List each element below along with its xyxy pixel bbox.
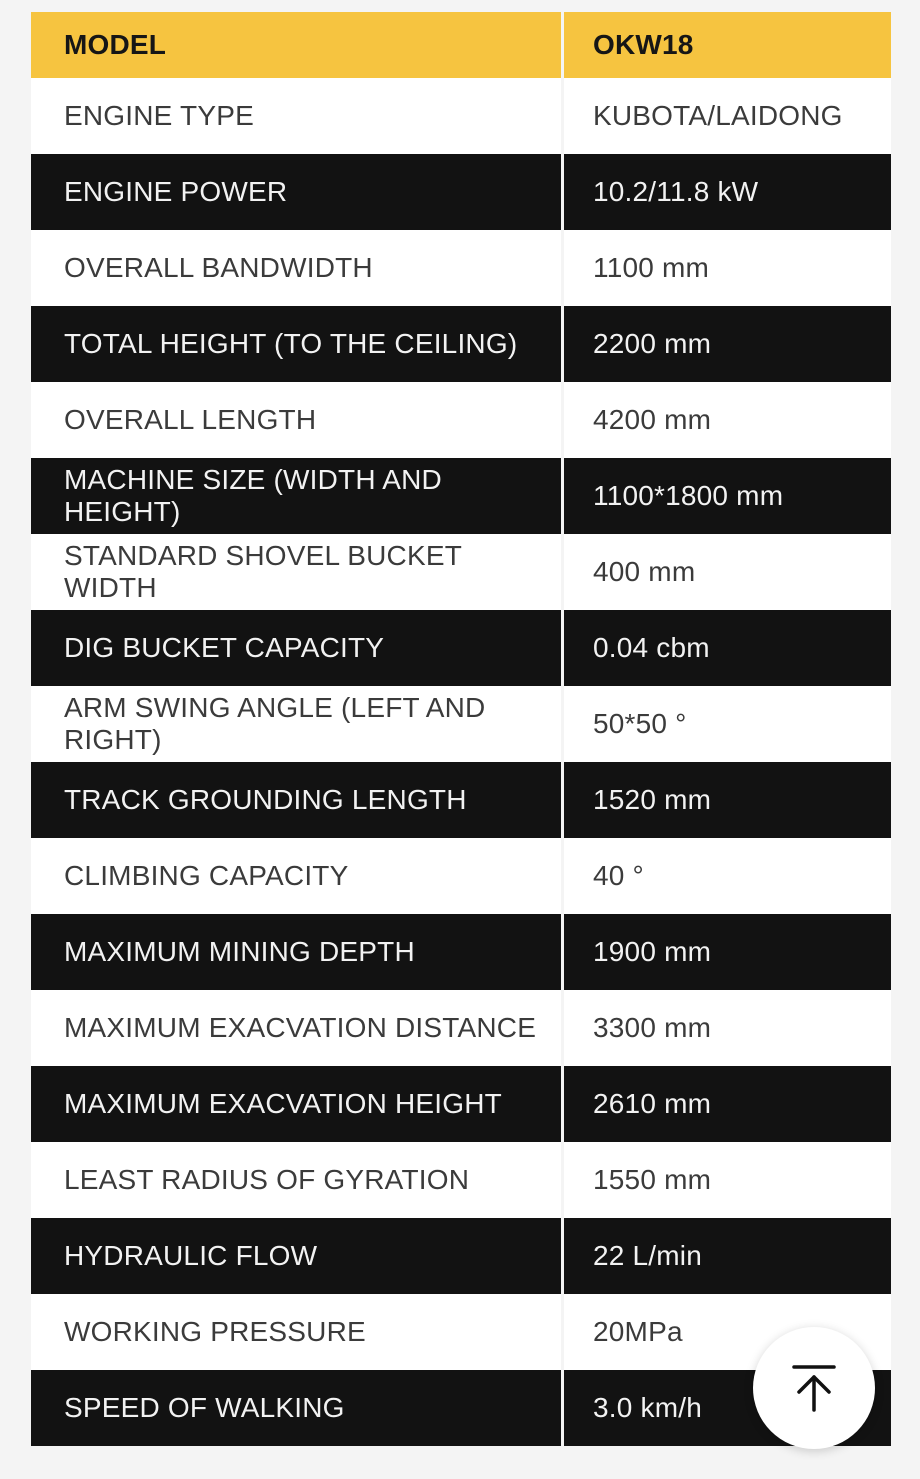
table-row bbox=[31, 1142, 891, 1218]
header-value-cell: OKW18 bbox=[564, 12, 891, 78]
table-row bbox=[31, 306, 891, 382]
row-label: DIG BUCKET CAPACITY bbox=[31, 610, 561, 686]
row-value: 2200 mm bbox=[564, 306, 891, 382]
row-value: 3.0 km/h bbox=[564, 1370, 891, 1446]
table-row bbox=[31, 914, 891, 990]
row-value: 1100*1800 mm bbox=[564, 458, 891, 534]
row-label: MAXIMUM EXACVATION DISTANCE bbox=[31, 990, 561, 1066]
table-row bbox=[31, 230, 891, 306]
table-row bbox=[31, 1066, 891, 1142]
row-label: CLIMBING CAPACITY bbox=[31, 838, 561, 914]
row-label: TOTAL HEIGHT (TO THE CEILING) bbox=[31, 306, 561, 382]
table-row bbox=[31, 990, 891, 1066]
table-row bbox=[31, 610, 891, 686]
table-row bbox=[31, 78, 891, 154]
table-row bbox=[31, 154, 891, 230]
table-header-row bbox=[31, 12, 891, 78]
row-label: STANDARD SHOVEL BUCKET WIDTH bbox=[31, 534, 561, 610]
row-label: MAXIMUM MINING DEPTH bbox=[31, 914, 561, 990]
back-to-top-button[interactable] bbox=[753, 1327, 875, 1449]
row-value: 1900 mm bbox=[564, 914, 891, 990]
row-label: TRACK GROUNDING LENGTH bbox=[31, 762, 561, 838]
row-label: MACHINE SIZE (WIDTH AND HEIGHT) bbox=[31, 458, 561, 534]
row-label: HYDRAULIC FLOW bbox=[31, 1218, 561, 1294]
row-label: ENGINE POWER bbox=[31, 154, 561, 230]
row-label: OVERALL BANDWIDTH bbox=[31, 230, 561, 306]
row-value: 40 ° bbox=[564, 838, 891, 914]
row-value: KUBOTA/LAIDONG bbox=[564, 78, 891, 154]
row-label: LEAST RADIUS OF GYRATION bbox=[31, 1142, 561, 1218]
table-row bbox=[31, 838, 891, 914]
row-value: 10.2/11.8 kW bbox=[564, 154, 891, 230]
row-value: 1550 mm bbox=[564, 1142, 891, 1218]
row-label: WORKING PRESSURE bbox=[31, 1294, 561, 1370]
row-label: ENGINE TYPE bbox=[31, 78, 561, 154]
row-label: SPEED OF WALKING bbox=[31, 1370, 561, 1446]
table-row bbox=[31, 686, 891, 762]
row-value: 1100 mm bbox=[564, 230, 891, 306]
row-value: 1520 mm bbox=[564, 762, 891, 838]
row-value: 0.04 cbm bbox=[564, 610, 891, 686]
arrow-up-to-top-icon bbox=[792, 1364, 836, 1412]
row-value: 50*50 ° bbox=[564, 686, 891, 762]
row-value: 3300 mm bbox=[564, 990, 891, 1066]
row-label: ARM SWING ANGLE (LEFT AND RIGHT) bbox=[31, 686, 561, 762]
row-label: OVERALL LENGTH bbox=[31, 382, 561, 458]
row-value: 2610 mm bbox=[564, 1066, 891, 1142]
row-label: MAXIMUM EXACVATION HEIGHT bbox=[31, 1066, 561, 1142]
spec-table bbox=[31, 12, 891, 1446]
table-row bbox=[31, 382, 891, 458]
row-value: 20MPa bbox=[564, 1294, 891, 1370]
row-value: 4200 mm bbox=[564, 382, 891, 458]
table-row bbox=[31, 534, 891, 610]
table-row bbox=[31, 762, 891, 838]
header-label-cell: MODEL bbox=[31, 12, 561, 78]
table-row bbox=[31, 458, 891, 534]
table-row bbox=[31, 1218, 891, 1294]
row-value: 400 mm bbox=[564, 534, 891, 610]
row-value: 22 L/min bbox=[564, 1218, 891, 1294]
